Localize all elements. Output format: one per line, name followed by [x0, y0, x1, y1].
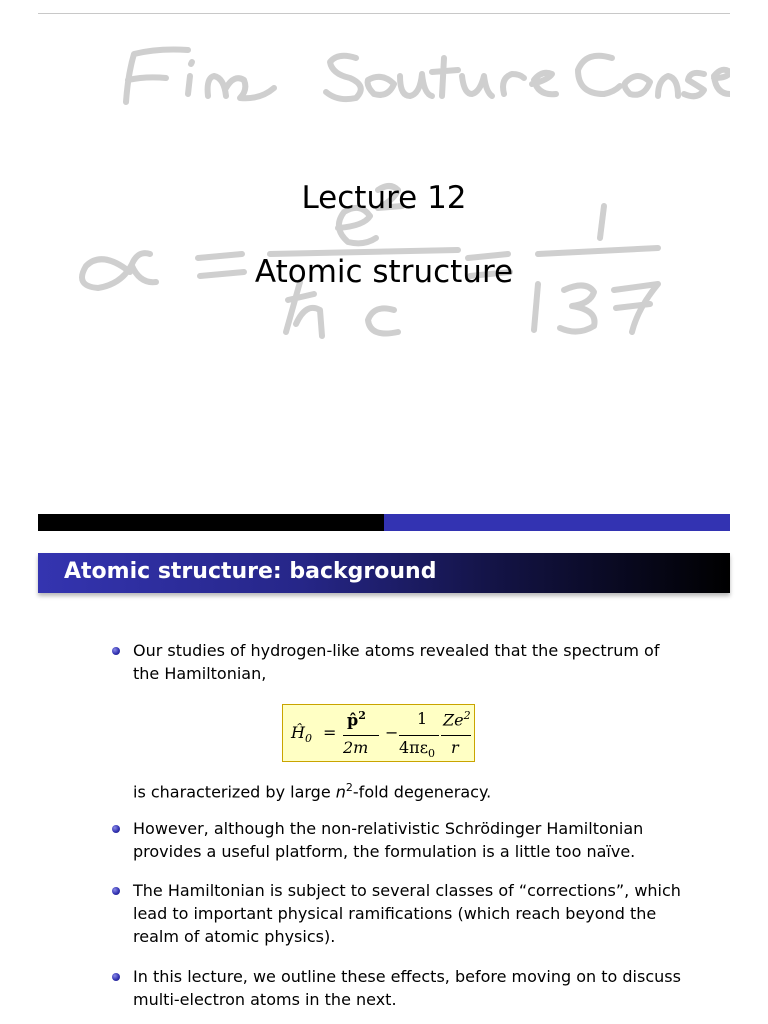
lecture-title: Lecture 12 — [301, 180, 467, 216]
bullet1-line1: Our studies of hydrogen-like atoms revealed that the spectrum of — [133, 641, 660, 660]
eq-fraction-bar-3 — [441, 735, 471, 736]
eq-den1: 2m — [343, 738, 369, 757]
frame-title-bar — [38, 553, 730, 593]
hamiltonian-equation-box — [282, 704, 475, 762]
title-slide — [38, 14, 730, 514]
bullet2-line1: However, although the non-relativistic Schrödinger Hamiltonian — [133, 819, 644, 838]
bullet4-line2: multi-electron atoms in the next. — [133, 990, 397, 1009]
bullet-icon — [112, 825, 120, 833]
bullet4-line1: In this lecture, we outline these effects, before moving on to discuss — [133, 967, 681, 986]
eq-den2: $4\pi\varepsilon_0$ — [399, 738, 435, 761]
slide-divider-blue — [384, 514, 730, 531]
bullet-icon — [112, 973, 120, 981]
eq-equals: = — [323, 723, 337, 742]
bullet-icon — [112, 647, 120, 655]
bullet3-line2: lead to important physical ramifications (which reach beyond the — [133, 904, 657, 923]
eq-num1: p̂$^2$ — [347, 709, 366, 730]
bullet1-line2: the Hamiltonian, — [133, 664, 267, 683]
bullet-icon — [112, 887, 120, 895]
bullet2-line2: provides a useful platform, the formulation is a little too naïve. — [133, 842, 636, 861]
bullet1-continuation: is characterized by large $n^2$-fold degeneracy. — [133, 781, 492, 802]
frame-title: Atomic structure: background — [64, 559, 437, 584]
eq-fraction-bar-2 — [399, 735, 439, 736]
lecture-subtitle: Atomic structure — [254, 254, 514, 290]
eq-lhs: $Ĥ_0$ — [291, 723, 312, 746]
handwritten-formula-picture — [38, 14, 730, 344]
eq-fraction-bar-1 — [343, 735, 379, 736]
slide-divider-black — [38, 514, 384, 531]
eq-minus: − — [385, 723, 399, 742]
bullet3-line3: realm of atomic physics). — [133, 927, 336, 946]
bullet3-line1: The Hamiltonian is subject to several classes of “corrections”, which — [133, 881, 681, 900]
eq-num2: 1 — [417, 709, 428, 728]
eq-num3: Ze$^2$ — [443, 709, 471, 730]
eq-den3: r — [451, 738, 459, 757]
